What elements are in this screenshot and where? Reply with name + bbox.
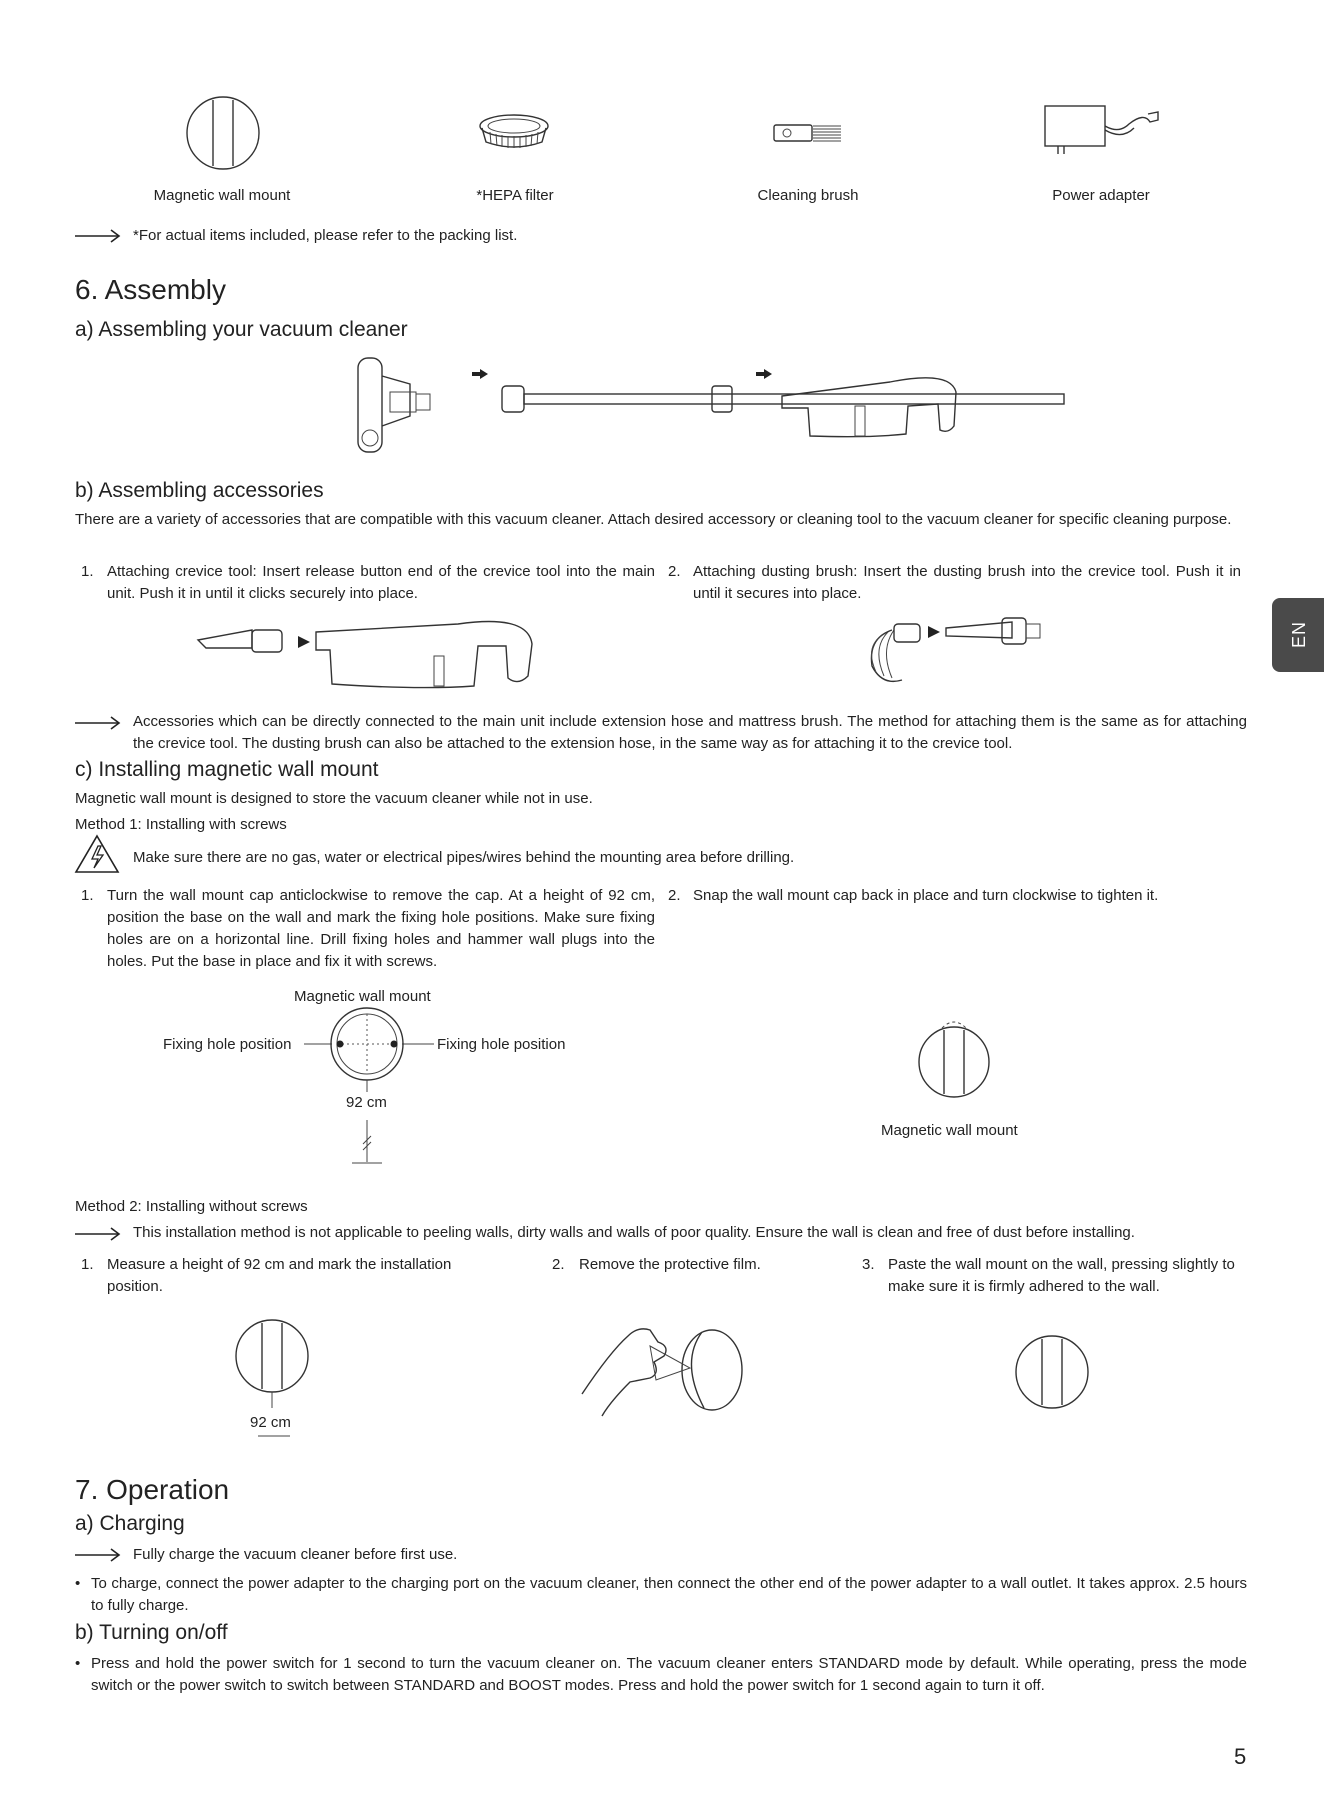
section-7b-title: b) Turning on/off [75,1621,228,1644]
fixing-hole-label-left: Fixing hole position [163,1036,292,1053]
arrow-right-icon [75,1548,121,1562]
dusting-brush-illustration [862,616,1052,686]
section-6-title: 6. Assembly [75,274,226,305]
step-install-base: Turn the wall mount cap anticlockwise to remove the cap. At a height of 92 cm, position the base on the wall and mark the fixing hole positions. Make sure fixing holes are on a horizontal line. Drill fixing holes and hammer wall plugs into the holes. Put the base in place and fix it with screws. [107,887,655,970]
magnetic-wall-mount-icon [185,95,261,171]
accessories-intro: There are a variety of accessories that are compatible with this vacuum cleaner. Attach desired accessory or cleaning tool to the vacuum cleaner for specific cleaning purpose. [75,511,1232,528]
section-7a-title: a) Charging [75,1512,185,1535]
magnetic-wall-mount-icon [916,1018,992,1098]
step-number: 1. [81,1256,94,1273]
accessories-note: Accessories which can be directly connected to the main unit include extension hose and mattress brush. The method for attaching them is the same as for attaching the crevice tool. The dusting brush can also be attached to the extension hose, in the same way as for attaching it to the crevice tool. [133,713,1247,752]
step-paste-mount: Paste the wall mount on the wall, pressing slightly to make sure it is firmly adhered to the wall. [888,1256,1235,1295]
step-measure-height: Measure a height of 92 cm and mark the installation position. [107,1256,452,1295]
step-dusting-brush: Attaching dusting brush: Insert the dusting brush into the crevice tool. Push it in until it secures into place. [693,563,1241,602]
power-on-off-instructions: Press and hold the power switch for 1 second to turn the vacuum cleaner on. The vacuum cleaner enters STANDARD mode by default. While operating, press the mode switch or the power switch to switch between STANDARD and BOOST modes. Press and hold the power switch for 1 second again to turn it off. [91,1655,1247,1694]
step-number: 2. [552,1256,565,1273]
hepa-filter-icon [478,112,550,152]
crevice-tool-illustration [198,616,538,688]
step-number: 1. [81,887,94,904]
bullet: • [75,1655,81,1672]
arrow-right-icon [75,1227,121,1241]
step-snap-cap: Snap the wall mount cap back in place and turn clockwise to tighten it. [693,887,1159,904]
magnetic-wall-mount-icon [1014,1334,1090,1410]
section-6b-title: b) Assembling accessories [75,479,324,502]
language-tab-label: EN [1289,620,1310,649]
language-tab[interactable] [1272,598,1324,672]
method-1-title: Method 1: Installing with screws [75,816,287,833]
power-adapter-icon [1044,104,1160,156]
page-number: 5 [1234,1744,1247,1769]
fixing-hole-label-right: Fixing hole position [437,1036,566,1053]
step-crevice-tool: Attaching crevice tool: Insert release button end of the crevice tool into the main unit. Push it in until it clicks securely into place. [107,563,655,602]
step-number: 2. [668,887,681,904]
charging-instructions: To charge, connect the power adapter to the charging port on the vacuum cleaner, then connect the other end of the power adapter to a wall outlet. It takes approx. 2.5 hours to fully charge. [91,1575,1247,1614]
charging-note: Fully charge the vacuum cleaner before first use. [133,1546,458,1563]
arrow-right-icon [75,229,121,243]
section-6a-title: a) Assembling your vacuum cleaner [75,318,408,341]
wall-mount-intro: Magnetic wall mount is designed to store the vacuum cleaner while not in use. [75,790,593,807]
method-2-note: This installation method is not applicable to peeling walls, dirty walls and walls of poor quality. Ensure the wall is clean and free of dust before installing. [133,1224,1135,1241]
item-label-magnetic-wall-mount: Magnetic wall mount [153,187,291,204]
item-label-power-adapter: Power adapter [1052,187,1150,204]
section-7-title: 7. Operation [75,1474,230,1505]
vacuum-assembly-illustration [350,356,970,456]
step-number: 1. [81,563,94,580]
section-6c-title: c) Installing magnetic wall mount [75,758,379,781]
packing-list-note: *For actual items included, please refer to the packing list. [133,227,518,244]
item-label-cleaning-brush: Cleaning brush [757,187,859,204]
drilling-warning: Make sure there are no gas, water or electrical pipes/wires behind the mounting area before drilling. [133,849,795,866]
item-label-hepa-filter: *HEPA filter [476,187,554,204]
arrow-right-icon [75,716,121,730]
wall-mount-drilling-diagram [300,1008,440,1168]
method-2-title: Method 2: Installing without screws [75,1198,308,1215]
step-height-label: 92 cm [250,1414,291,1431]
remove-film-illustration [580,1322,750,1418]
diagram-height-label: 92 cm [346,1094,387,1111]
cleaning-brush-icon [773,122,843,144]
diagram-mount-label-2: Magnetic wall mount [881,1122,1018,1139]
bullet: • [75,1575,81,1592]
step-number: 3. [862,1256,875,1273]
step-number: 2. [668,563,681,580]
warning-electric-icon [74,834,120,874]
step-remove-film: Remove the protective film. [579,1256,761,1273]
diagram-mount-label: Magnetic wall mount [294,988,431,1005]
